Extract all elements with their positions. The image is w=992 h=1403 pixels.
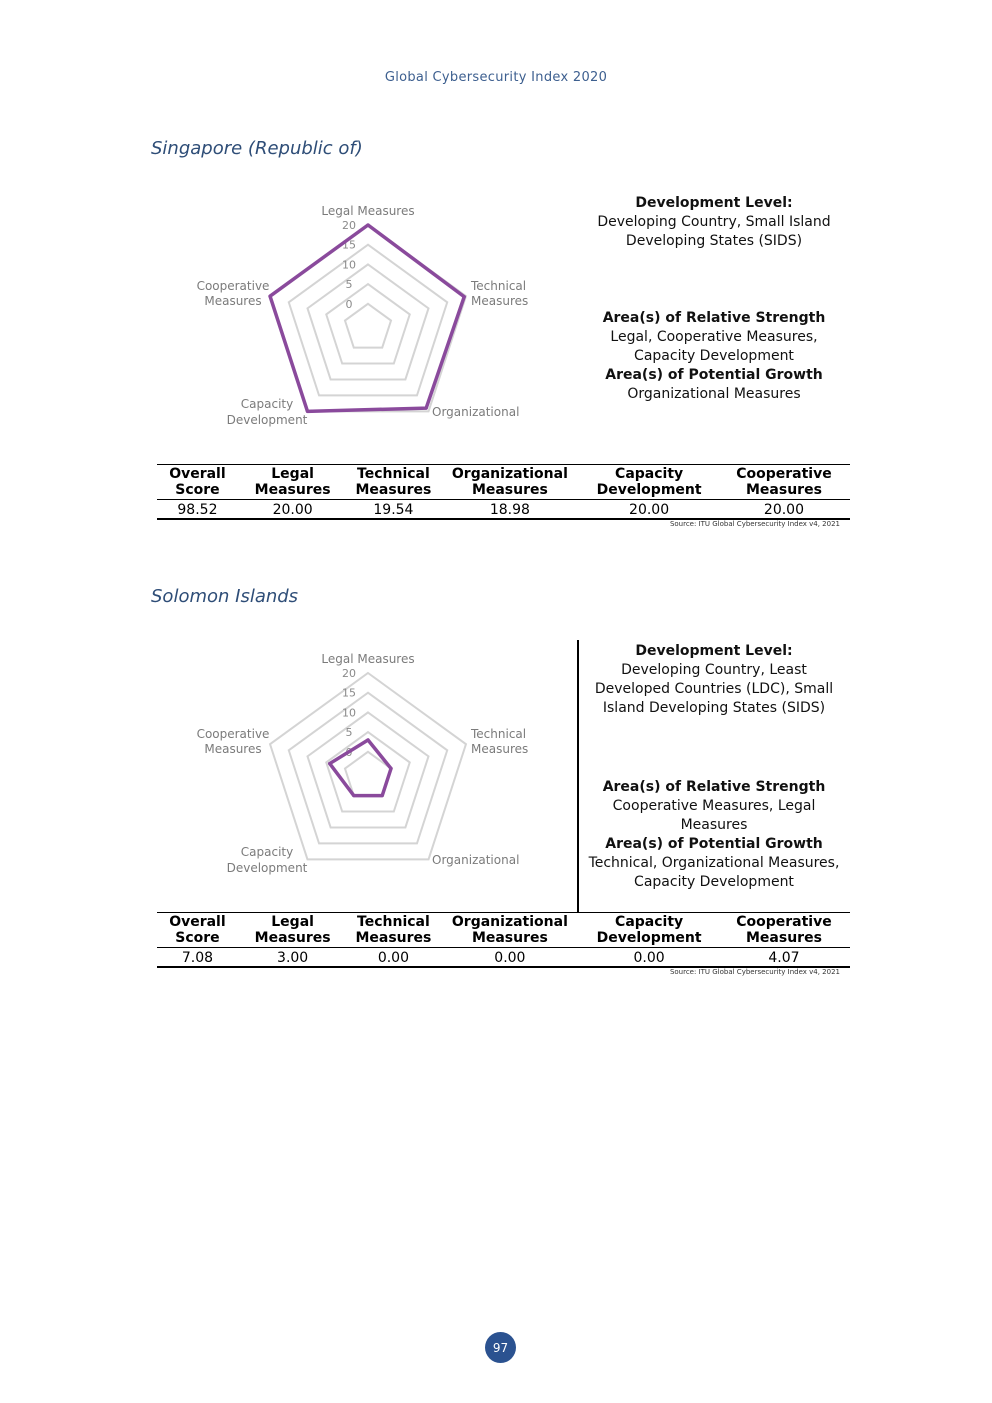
score-table-row <box>157 500 850 520</box>
data-point-legal-measures <box>366 223 369 226</box>
tick-label-20: 20 <box>342 219 356 232</box>
data-point-capacity-development <box>352 794 355 797</box>
tick-label-0: 0 <box>345 745 353 759</box>
development-level-value: Developing Country, Least Developed Countries (LDC), Small Island Developing States (SIDS) <box>594 662 834 716</box>
header-legal-measures: Legal Measures <box>238 913 347 948</box>
cell-legal-measures: 20.00 <box>238 500 347 520</box>
data-point-organizational <box>425 406 428 409</box>
data-point-organizational <box>381 794 384 797</box>
axis-label-cooperative-line1: Cooperative <box>196 279 270 293</box>
cell-legal-measures: 3.00 <box>238 948 347 968</box>
axis-label-legal: Legal Measures <box>321 204 415 218</box>
axis-label-cooperative-line2: Measures <box>204 742 262 756</box>
header-technical-measures: Technical Measures <box>347 913 439 948</box>
development-level-label: Development Level: <box>635 195 793 211</box>
source-note: Source: ITU Global Cybersecurity Index v4, 2021 <box>669 520 840 528</box>
country-profile-info <box>585 194 843 404</box>
development-level-label: Development Level: <box>635 643 793 659</box>
tick-label-15: 15 <box>342 686 356 700</box>
tick-label-15: 15 <box>342 238 356 252</box>
column-divider <box>577 640 579 912</box>
axis-label-capacity-line2: Development <box>226 861 308 875</box>
header-overall-score: Overall Score <box>157 465 238 500</box>
tick-label-0: 0 <box>345 297 353 311</box>
cell-cooperative-measures: 4.07 <box>718 948 850 968</box>
axis-label-cooperative-line1: Cooperative <box>196 727 270 741</box>
tick-label-5: 5 <box>345 278 353 292</box>
header-cooperative-measures: Cooperative Measures <box>718 913 850 948</box>
source-note: Source: ITU Global Cybersecurity Index v4, 2021 <box>669 968 840 976</box>
cell-overall-score: 7.08 <box>157 948 238 968</box>
potential-growth-label: Area(s) of Potential Growth <box>605 836 823 852</box>
axis-label-organizational: Organizational <box>432 853 520 867</box>
page-number-badge: 97 <box>485 1332 516 1363</box>
data-point-legal-measures <box>366 738 369 741</box>
data-series-polygon <box>330 740 391 796</box>
potential-growth-value: Organizational Measures <box>627 386 801 402</box>
axis-label-organizational: Organizational <box>432 405 520 419</box>
grid-ring-15 <box>289 693 447 844</box>
country-title: Solomon Islands <box>151 586 299 607</box>
tick-label-5: 5 <box>345 726 353 740</box>
radar-chart-singapore <box>190 195 530 435</box>
header-overall-score: Overall Score <box>157 913 238 948</box>
header-technical-measures: Technical Measures <box>347 465 439 500</box>
cell-capacity-development: 0.00 <box>580 948 718 968</box>
data-point-technical-measures <box>389 767 392 770</box>
radar-chart-solomon-islands <box>190 643 530 883</box>
axis-label-technical-line2: Measures <box>471 742 529 756</box>
running-header: Global Cybersecurity Index 2020 <box>384 70 608 85</box>
axis-label-technical-line1: Technical <box>471 727 527 741</box>
axis-label-technical-line1: Technical <box>471 279 527 293</box>
country-profile-info <box>585 642 843 892</box>
relative-strength-value: Cooperative Measures, Legal Measures <box>612 798 816 833</box>
tick-label-10: 10 <box>342 706 356 720</box>
country-title: Singapore (Republic of) <box>151 138 363 159</box>
cell-organizational-measures: 18.98 <box>439 500 580 520</box>
score-table <box>157 464 850 520</box>
cell-overall-score: 98.52 <box>157 500 238 520</box>
grid-ring-5 <box>326 284 410 363</box>
data-point-technical-measures <box>463 295 466 298</box>
relative-strength-value: Legal, Cooperative Measures, Capacity Development <box>610 329 818 364</box>
axis-label-capacity-line1: Capacity <box>240 397 294 411</box>
grid-ring-10 <box>308 712 429 827</box>
relative-strength-label: Area(s) of Relative Strength <box>602 310 826 326</box>
data-point-cooperative-measures <box>268 295 271 298</box>
data-point-cooperative-measures <box>328 762 331 765</box>
header-capacity-development: Capacity Development <box>580 913 718 948</box>
header-cooperative-measures: Cooperative Measures <box>718 465 850 500</box>
cell-capacity-development: 20.00 <box>580 500 718 520</box>
grid-ring-10 <box>308 264 429 379</box>
development-level-value: Developing Country, Small Island Developing States (SIDS) <box>597 214 831 249</box>
score-table <box>157 912 850 968</box>
header-capacity-development: Capacity Development <box>580 465 718 500</box>
tick-label-20: 20 <box>342 667 356 680</box>
grid-ring-20 <box>270 673 466 859</box>
relative-strength-label: Area(s) of Relative Strength <box>602 779 826 795</box>
data-series-polygon <box>270 225 464 411</box>
header-legal-measures: Legal Measures <box>238 465 347 500</box>
potential-growth-value: Technical, Organizational Measures, Capacity Development <box>588 855 840 890</box>
grid-ring-5 <box>326 732 410 811</box>
axis-label-cooperative-line2: Measures <box>204 294 262 308</box>
axis-label-capacity-line2: Development <box>226 413 308 427</box>
score-table-header-row <box>157 913 850 948</box>
axis-label-technical-line2: Measures <box>471 294 529 308</box>
axis-label-legal: Legal Measures <box>321 652 415 666</box>
score-table-row <box>157 948 850 968</box>
potential-growth-label: Area(s) of Potential Growth <box>605 367 823 383</box>
score-table-header-row <box>157 465 850 500</box>
header-organizational-measures: Organizational Measures <box>439 913 580 948</box>
cell-technical-measures: 0.00 <box>347 948 439 968</box>
axis-label-capacity-line1: Capacity <box>240 845 294 859</box>
tick-label-10: 10 <box>342 258 356 272</box>
cell-cooperative-measures: 20.00 <box>718 500 850 520</box>
cell-organizational-measures: 0.00 <box>439 948 580 968</box>
header-organizational-measures: Organizational Measures <box>439 465 580 500</box>
cell-technical-measures: 19.54 <box>347 500 439 520</box>
